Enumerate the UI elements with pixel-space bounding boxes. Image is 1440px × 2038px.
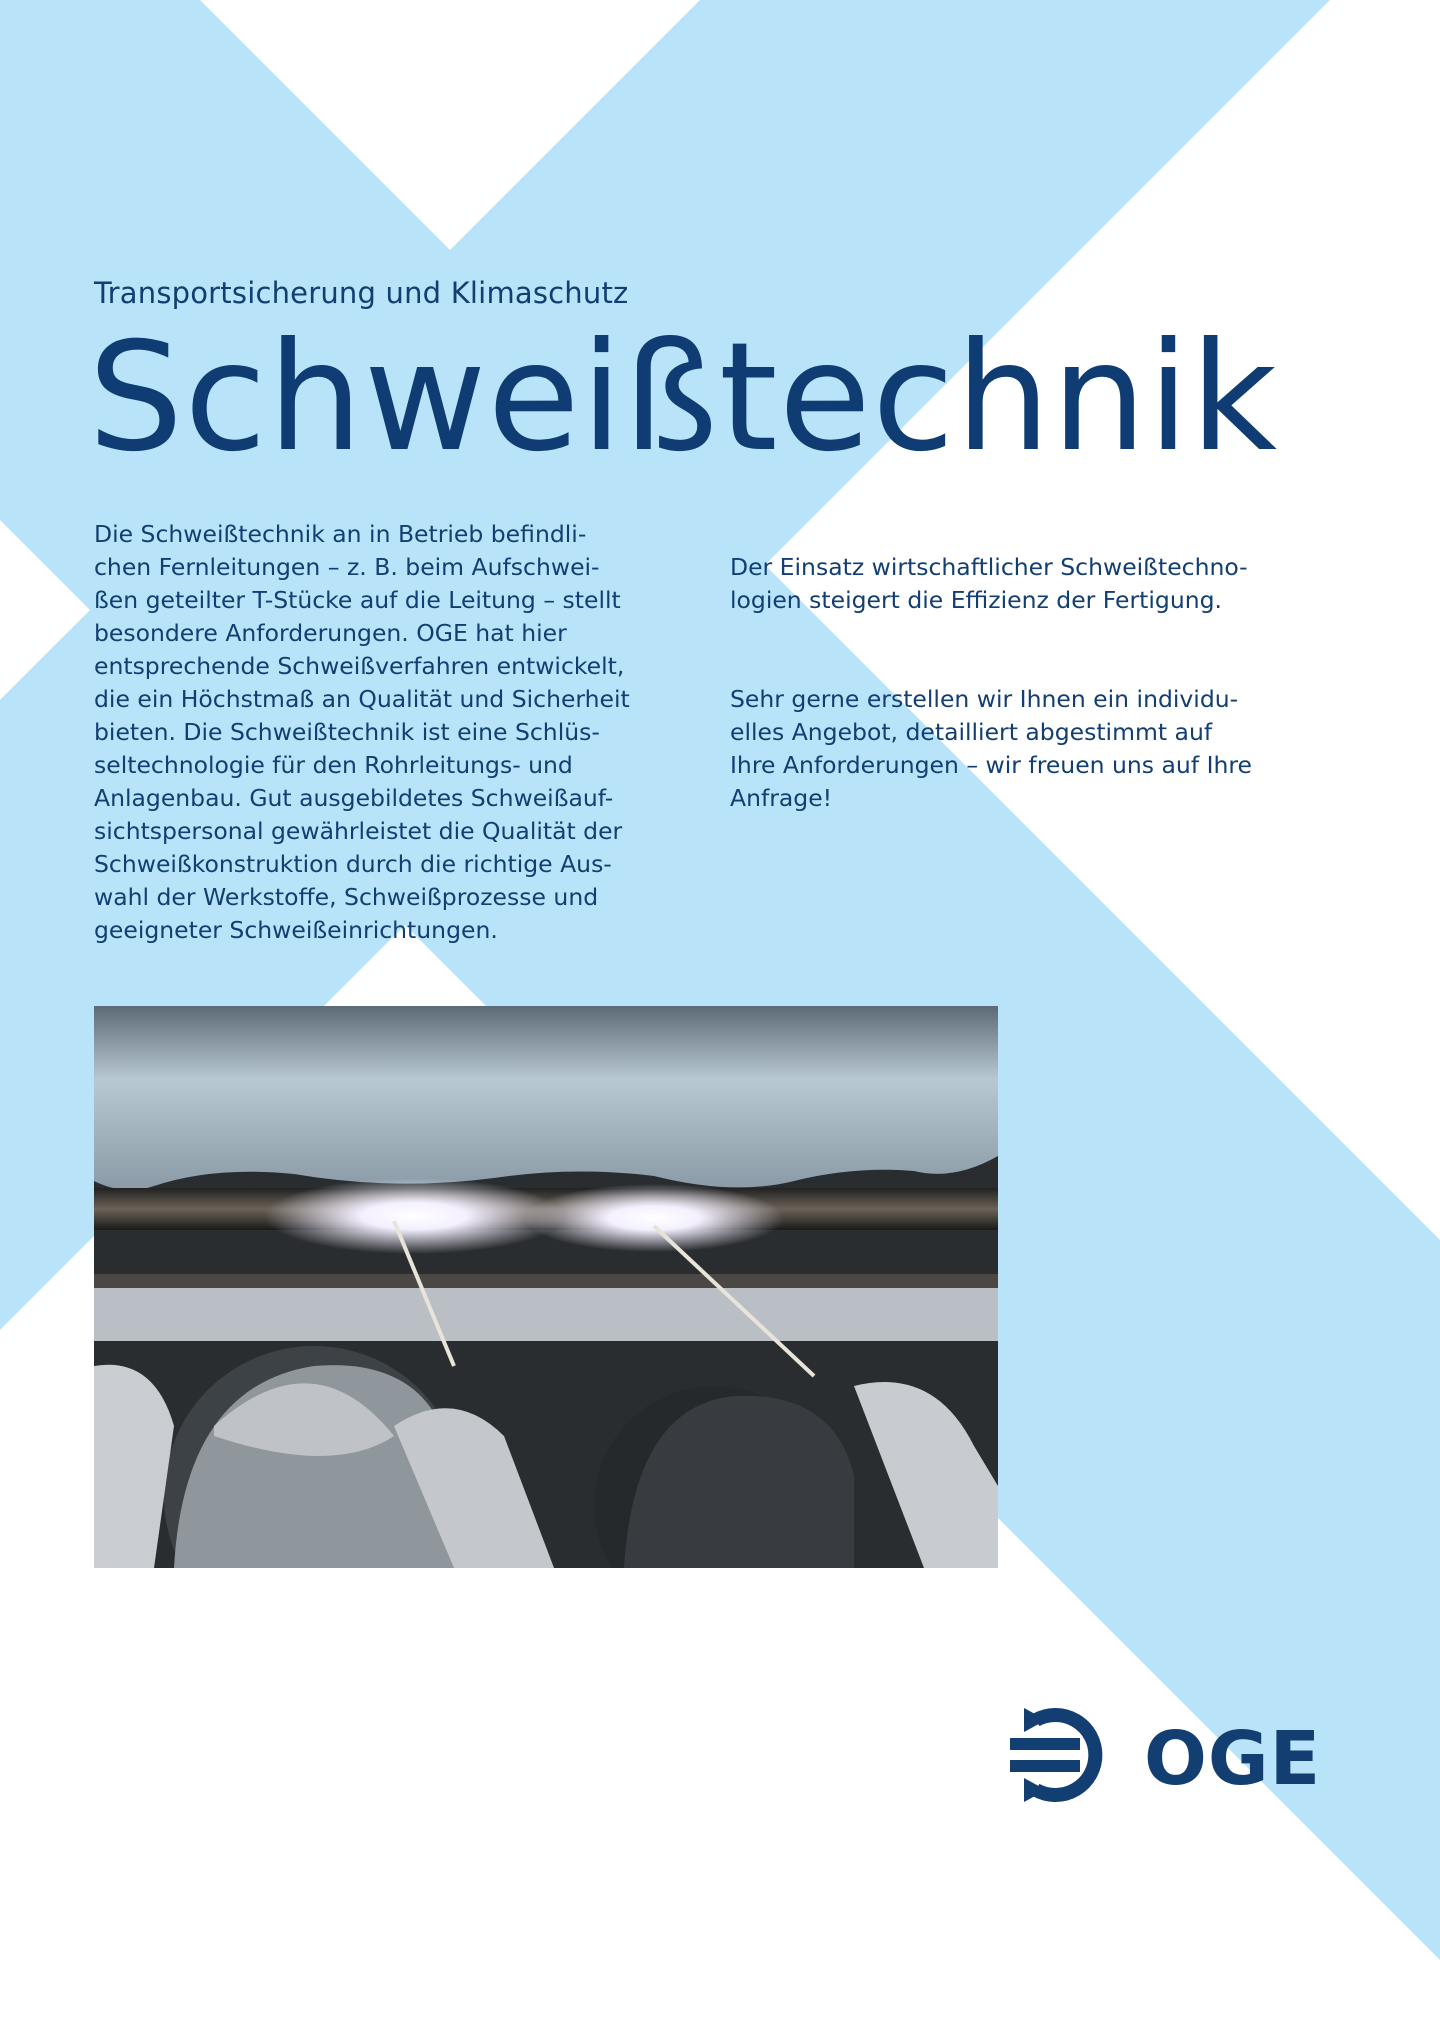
body-left-column: Die Schweißtechnik an in Betrieb befindli- chen Fernleitungen – z. B. beim Aufschwei- ßen geteilter T-Stücke auf die Leitung – stellt besondere Anforderungen. OGE hat hier entsprechende Schweißverfahren entwickelt, die ein Höchstmaß an Qualität und Sicherheit bieten. Die Schweißtechnik ist eine Schlüs- seltechnologie für den Rohrleitungs- und Anlagenbau. Gut ausgebildetes Schweißauf- sichtspersonal gewährleistet die Qualität der Schweißkonstruktion durch die richtige Aus- wahl der Werkstoffe, Schweißprozesse und geeigneter Schweißeinrichtungen. [94,520,630,944]
oge-logo [1004,1700,1334,1810]
page-title: Schweißtechnik [88,311,1279,485]
logo-wordmark: OGE [1144,1716,1322,1802]
kicker-text: Transportsicherung und Klimaschutz [94,276,629,310]
body-paragraph: Der Einsatz wirtschaftlicher Schweißtechno- logien steigert die Effizienz der Fertigung. [730,553,1248,614]
welding-photo [94,1006,998,1568]
oge-symbol-icon [1004,1700,1124,1810]
body-paragraph: Sehr gerne erstellen wir Ihnen ein individu- elles Angebot, detailliert abgestimmt auf Ihre Anforderungen – wir freuen uns auf Ihre Anfrage! [730,685,1252,812]
body-right-column [730,518,1370,881]
